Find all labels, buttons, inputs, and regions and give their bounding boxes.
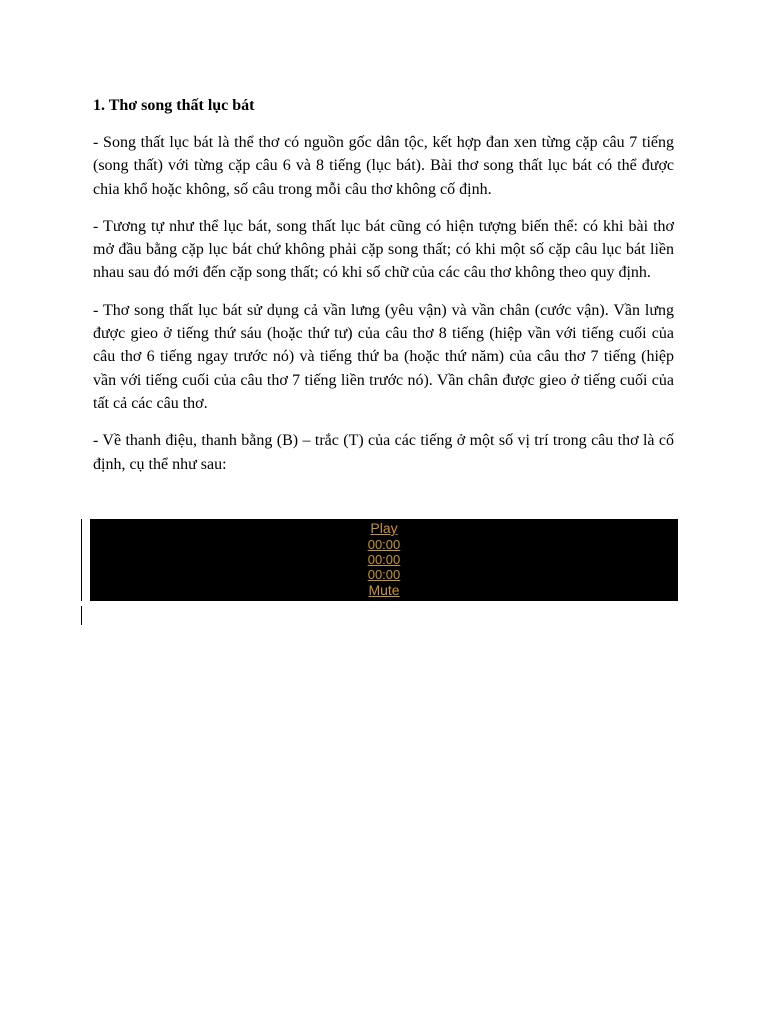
- current-time-display[interactable]: 00:00: [367, 537, 401, 552]
- progress-time-display[interactable]: 00:00: [367, 552, 401, 567]
- left-border-line: [81, 519, 82, 601]
- paragraph-4: - Về thanh điệu, thanh bằng (B) – trắc (T) của các tiếng ở một số vị trí trong câu thơ là cố định, cụ thể như sau:: [93, 432, 674, 473]
- paragraph-2: - Tương tự như thể lục bát, song thất lục bát cũng có hiện tượng biến thể: có khi bài thơ mở đầu bằng cặp lục bát chứ không phải cặp song thất; có khi một số cặp câu lục bát liền nhau sau đó mới đến cặp song thất; có khi số chữ của các câu thơ không theo quy định.: [93, 217, 674, 282]
- duration-display[interactable]: 00:00: [367, 567, 401, 582]
- audio-player: [90, 519, 678, 601]
- document-body: [93, 94, 674, 490]
- text-cursor: [81, 606, 82, 625]
- audio-player-container: [81, 519, 678, 625]
- play-button[interactable]: Play: [370, 520, 398, 536]
- section-heading: 1. Thơ song thất lục bát: [93, 97, 255, 114]
- paragraph-3: - Thơ song thất lục bát sử dụng cả vần lưng (yêu vận) và vần chân (cước vận). Vần lưng được gieo ở tiếng thứ sáu (hoặc thứ tư) của câu thơ 8 tiếng (hiệp vần với tiếng cuối của câu thơ 6 tiếng ngay trước nó) và tiếng thứ ba (hoặc thứ năm) của câu thơ 7 tiếng (hiệp vần với tiếng cuối của câu thơ 7 tiếng liền trước nó). Vần chân được gieo ở tiếng cuối của tất cả các câu thơ.: [93, 301, 674, 412]
- paragraph-1: - Song thất lục bát là thể thơ có nguồn gốc dân tộc, kết hợp đan xen từng cặp câu 7 tiếng (song thất) với từng cặp câu 6 và 8 tiếng (lục bát). Bài thơ song thất lục bát có thể được chia khổ hoặc không, số câu trong mỗi câu thơ không cố định.: [93, 134, 674, 198]
- mute-button[interactable]: Mute: [368, 582, 400, 598]
